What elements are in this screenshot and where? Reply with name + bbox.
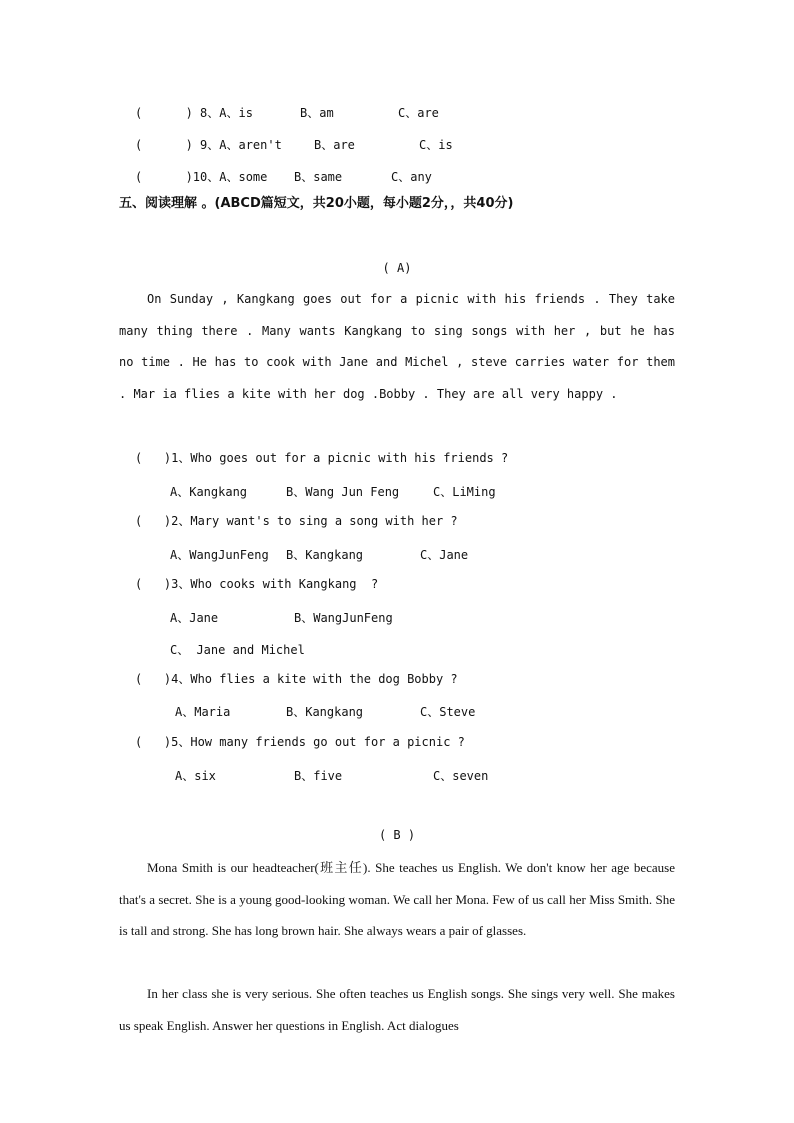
- question-9-option-b: B、are: [314, 138, 355, 152]
- question-a1-option-a: A、Kangkang: [170, 485, 248, 499]
- question-9-option-c: C、is: [419, 138, 453, 152]
- question-a3: ( )3、Who cooks with Kangkang ?: [135, 577, 379, 591]
- passage-b-paragraph-1: Mona Smith is our headteacher(班主任). She teaches us English. We don't know her age because that's a secret. She is a young good-looking woman. We call her Mona. Few of us call her Miss Smith. She is tall and strong. She has long brown hair. She always wears a pair of glasses.: [119, 860, 675, 939]
- question-a4-option-c: C、Steve: [420, 705, 476, 719]
- question-a2-option-b: B、Kangkang: [286, 548, 364, 562]
- question-10-option-b: B、same: [294, 170, 343, 184]
- question-10-stem: ( )10、A、some: [135, 170, 268, 184]
- question-a1: ( )1、Who goes out for a picnic with his friends ?: [135, 451, 509, 465]
- passage-a-label: ( A): [382, 261, 412, 275]
- question-a4-option-a: A、Maria: [175, 705, 231, 719]
- section-heading: 五、阅读理解 。(ABCD篇短文，共20小题，每小题2分，，共40分): [119, 196, 514, 211]
- question-a1-option-b: B、Wang Jun Feng: [286, 485, 400, 499]
- question-8-option-b: B、am: [300, 106, 334, 120]
- question-a2: ( )2、Mary want's to sing a song with her ?: [135, 514, 458, 528]
- question-a4-option-b: B、Kangkang: [286, 705, 364, 719]
- question-a5-option-a: A、six: [175, 769, 216, 783]
- question-a3-option-c: C、 Jane and Michel: [170, 643, 305, 657]
- question-a3-option-a: A、Jane: [170, 611, 219, 625]
- question-a4: ( )4、Who flies a kite with the dog Bobby ?: [135, 672, 458, 686]
- passage-b-paragraph-2: In her class she is very serious. She often teaches us English songs. She sings very well. She makes us speak English. Answer her questions in English. Act dialogues: [119, 986, 675, 1033]
- question-a5: ( )5、How many friends go out for a picnic ?: [135, 735, 465, 749]
- passage-a-text: On Sunday , Kangkang goes out for a picnic with his friends . They take many thing there . Many wants Kangkang to sing songs with her , but he has no time . He has to cook with Jane and Michel , steve carries water for them . Mar ia flies a kite with her dog .Bobby . They are all very happy .: [119, 292, 675, 401]
- question-8-stem: ( ) 8、A、is: [135, 106, 253, 120]
- question-8-option-c: C、are: [398, 106, 439, 120]
- question-a5-option-c: C、seven: [433, 769, 489, 783]
- passage-b-label: ( B ): [378, 828, 416, 842]
- question-a2-option-a: A、WangJunFeng: [170, 548, 269, 562]
- question-a1-option-c: C、LiMing: [433, 485, 496, 499]
- question-9-stem: ( ) 9、A、aren't: [135, 138, 282, 152]
- question-a2-option-c: C、Jane: [420, 548, 469, 562]
- question-a3-option-b: B、WangJunFeng: [294, 611, 393, 625]
- question-10-option-c: C、any: [391, 170, 432, 184]
- question-a5-option-b: B、five: [294, 769, 343, 783]
